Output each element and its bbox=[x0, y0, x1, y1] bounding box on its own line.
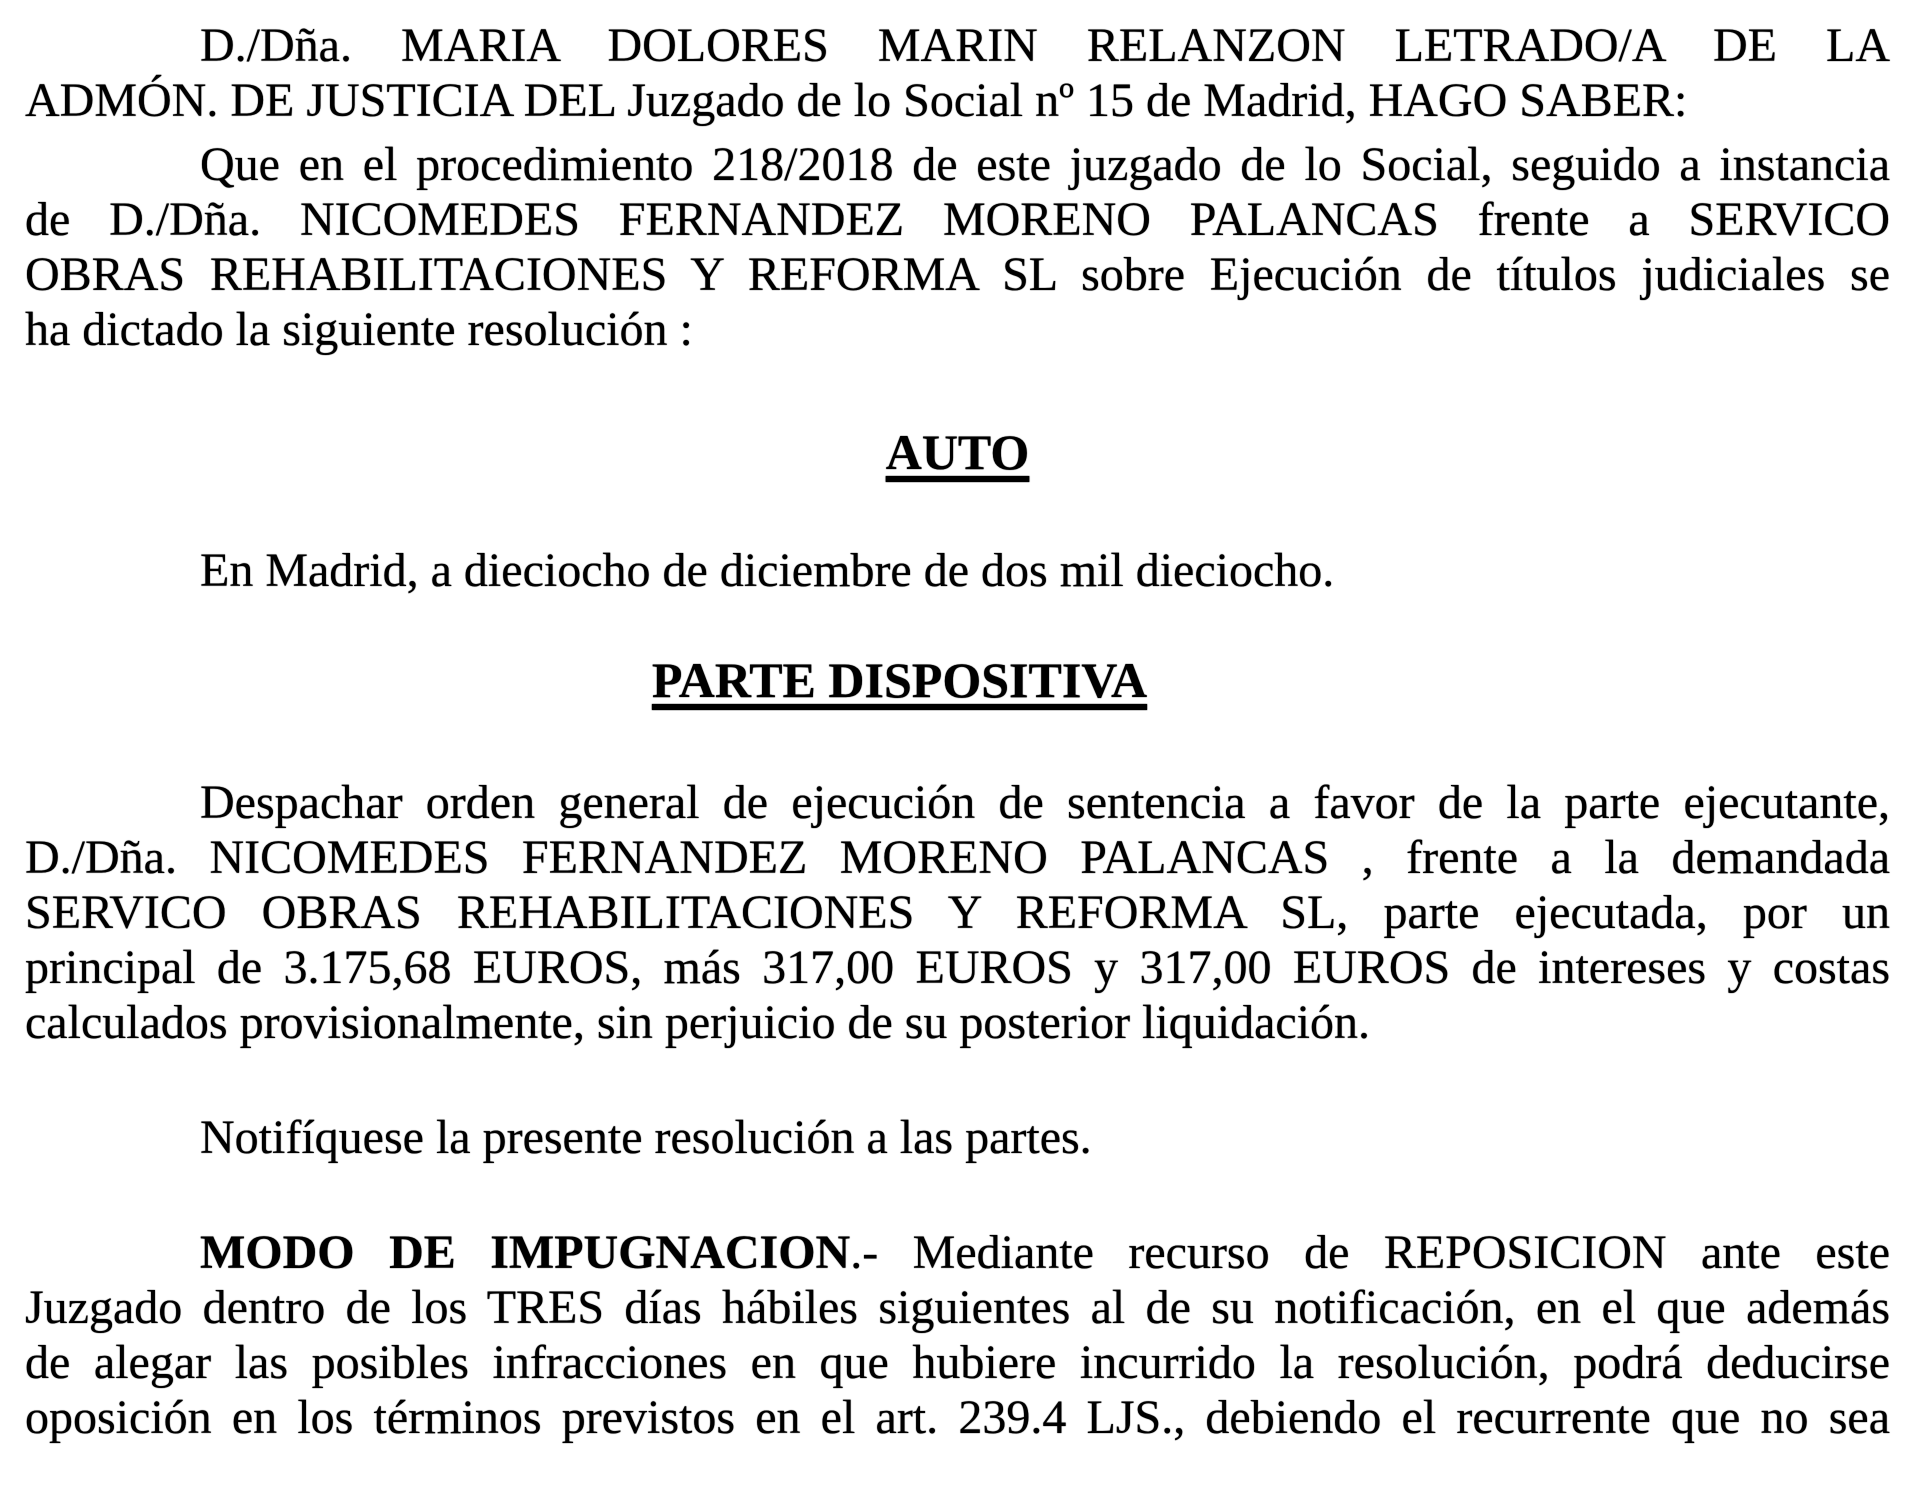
text-line: Que en el procedimiento 218/2018 de este juzgado de lo Social, seguido a instancia bbox=[200, 138, 1890, 191]
date-line: En Madrid, a dieciocho de diciembre de dos mil dieciocho. bbox=[200, 544, 1335, 597]
parte-dispositiva-heading bbox=[0, 653, 1832, 708]
text-line: D./Dña. NICOMEDES FERNANDEZ MORENO PALANCAS , frente a la demandada bbox=[25, 831, 1890, 884]
text-line: de D./Dña. NICOMEDES FERNANDEZ MORENO PALANCAS frente a SERVICO bbox=[25, 193, 1890, 246]
text-line: oposición en los términos previstos en el art. 239.4 LJS., debiendo el recurrente que no sea bbox=[25, 1391, 1890, 1444]
notification-line: Notifíquese la presente resolución a las partes. bbox=[200, 1111, 1092, 1164]
text-line: principal de 3.175,68 EUROS, más 317,00 EUROS y 317,00 EUROS de intereses y costas bbox=[25, 941, 1890, 994]
text-line bbox=[25, 1225, 1890, 1280]
text-line: SERVICO OBRAS REHABILITACIONES Y REFORMA SL, parte ejecutada, por un bbox=[25, 886, 1890, 939]
text-line: OBRAS REHABILITACIONES Y REFORMA SL sobre Ejecución de títulos judiciales se bbox=[25, 248, 1890, 301]
appeal-method-first-line-rest: .- Mediante recurso de REPOSICION ante este bbox=[850, 1226, 1890, 1279]
parte-dispositiva-heading-text: PARTE DISPOSITIVA bbox=[651, 652, 1148, 708]
appeal-method-label: MODO DE IMPUGNACION bbox=[200, 1226, 851, 1279]
text-line: de alegar las posibles infracciones en que hubiere incurrido la resolución, podrá deducirse bbox=[25, 1336, 1890, 1389]
text-line: D./Dña. MARIA DOLORES MARIN RELANZON LETRADO/A DE LA bbox=[200, 19, 1890, 72]
auto-heading-text: AUTO bbox=[885, 424, 1030, 480]
text-line: ADMÓN. DE JUSTICIA DEL Juzgado de lo Social nº 15 de Madrid, HAGO SABER: bbox=[25, 74, 1688, 127]
text-line: ha dictado la siguiente resolución : bbox=[25, 303, 693, 356]
case-description-paragraph bbox=[25, 137, 1890, 357]
text-line: Despachar orden general de ejecución de sentencia a favor de la parte ejecutante, bbox=[200, 776, 1890, 829]
text-line: Juzgado dentro de los TRES días hábiles siguientes al de su notificación, en el que además bbox=[25, 1281, 1890, 1334]
appeal-method-paragraph bbox=[25, 1225, 1890, 1445]
auto-heading bbox=[25, 425, 1890, 480]
clerk-header-paragraph bbox=[25, 18, 1890, 128]
dispositive-paragraph bbox=[25, 775, 1890, 1050]
document-text-block bbox=[25, 18, 1890, 1445]
text-line: calculados provisionalmente, sin perjuicio de su posterior liquidación. bbox=[25, 996, 1371, 1049]
